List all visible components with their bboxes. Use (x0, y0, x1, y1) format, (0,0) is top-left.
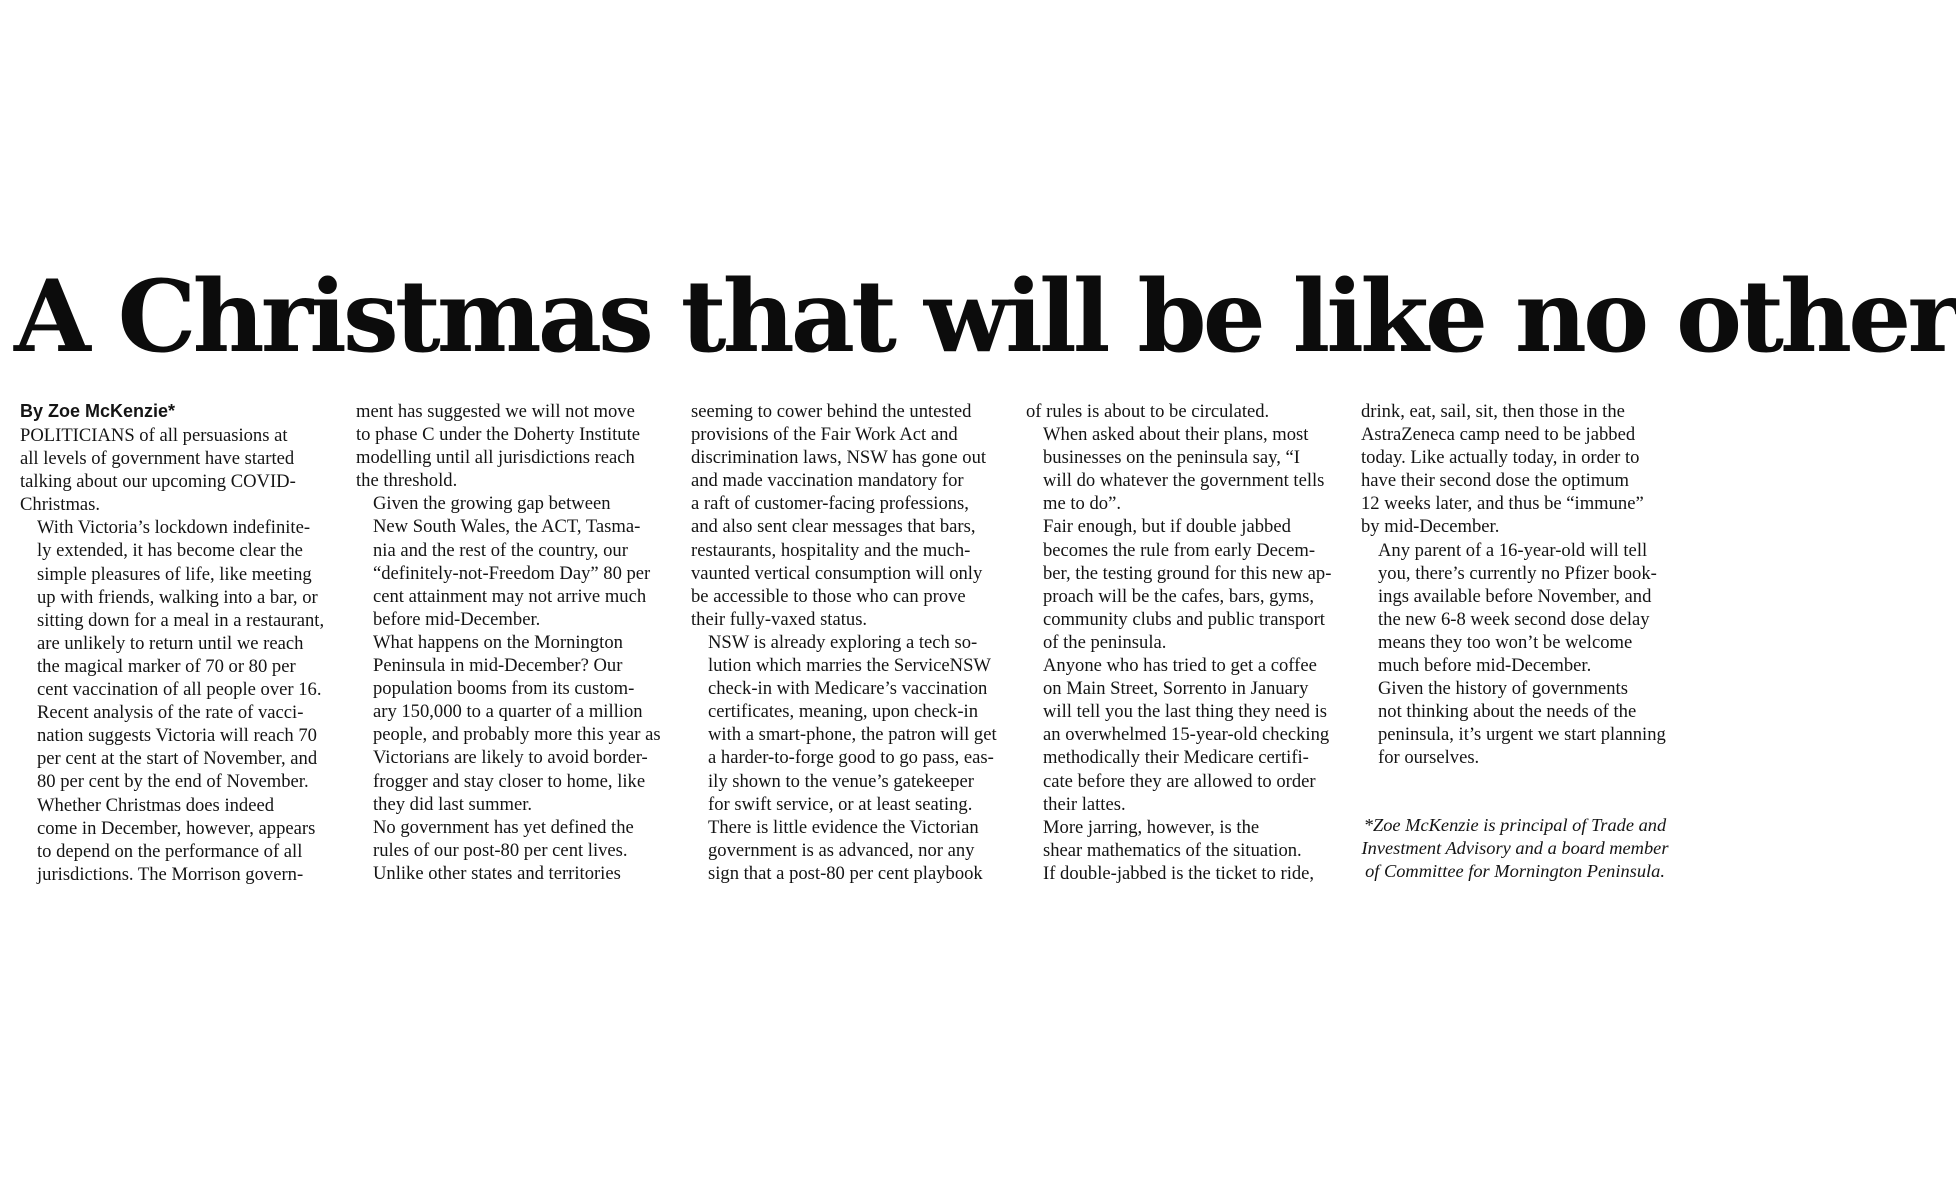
text-line: are unlikely to return until we reach (37, 632, 304, 654)
text-line: vaunted vertical consumption will only (691, 562, 983, 584)
text-line: with a smart-phone, the patron will get (708, 724, 997, 746)
article-column-5 (1361, 400, 1676, 883)
text-line: Peninsula in mid-December? Our (373, 655, 623, 677)
byline: By Zoe McKenzie* (20, 401, 176, 421)
text-line: will do whatever the government tells (1043, 470, 1325, 492)
text-line: “definitely-not-Freedom Day” 80 per (373, 562, 651, 584)
text-line: Given the growing gap between (373, 493, 611, 515)
text-line: of the peninsula. (1043, 631, 1167, 653)
text-line: Any parent of a 16-year-old will tell (1378, 539, 1648, 561)
text-line: me to do”. (1043, 493, 1121, 515)
text-line: on Main Street, Sorrento in January (1043, 678, 1309, 700)
text-line: With Victoria’s lockdown indefinite- (37, 517, 311, 539)
article-paragraph (356, 816, 671, 885)
article-paragraph (1026, 400, 1341, 423)
text-line: for swift service, or at least seating. (708, 793, 973, 815)
author-footnote (1354, 814, 1676, 883)
article-paragraph (691, 400, 1006, 631)
footnote-line: *Zoe McKenzie is principal of Trade and (1363, 814, 1667, 835)
text-line: discrimination laws, NSW has gone out (691, 447, 987, 469)
text-line: When asked about their plans, most (1043, 424, 1309, 446)
text-line: people, and probably more this year as (373, 724, 661, 746)
text-line: check-in with Medicare’s vaccination (708, 678, 988, 700)
text-line: population booms from its custom- (373, 678, 635, 700)
text-line: community clubs and public transport (1043, 608, 1325, 630)
article-column-2 (356, 400, 671, 885)
text-line: and also sent clear messages that bars, (691, 516, 976, 538)
text-line: ings available before November, and (1378, 585, 1652, 607)
text-line: all levels of government have started (20, 448, 295, 470)
text-line: the magical marker of 70 or 80 per (37, 655, 296, 677)
text-line: rules of our post-80 per cent lives. (373, 839, 628, 861)
text-line: to depend on the performance of all (37, 840, 303, 862)
text-line: simple pleasures of life, like meeting (37, 563, 312, 585)
text-line: drink, eat, sail, sit, then those in the (1361, 401, 1625, 422)
text-line: peninsula, it’s urgent we start planning (1378, 724, 1666, 746)
text-line: come in December, however, appears (37, 817, 316, 839)
text-line: today. Like actually today, in order to (1361, 447, 1640, 469)
article-paragraph (1026, 423, 1341, 515)
article-paragraph (1026, 515, 1341, 654)
text-line: Christmas. (20, 494, 101, 516)
text-line: will tell you the last thing they need is (1043, 701, 1328, 723)
text-line: ily shown to the venue’s gatekeeper (708, 770, 974, 792)
article-paragraph (356, 400, 671, 492)
text-line: methodically their Medicare certifi- (1043, 747, 1309, 769)
text-line: AstraZeneca camp need to be jabbed (1361, 424, 1636, 446)
text-line: by mid-December. (1361, 516, 1500, 538)
text-line: not thinking about the needs of the (1378, 701, 1637, 723)
text-line: they did last summer. (373, 793, 533, 815)
text-line: nia and the rest of the country, our (373, 539, 628, 561)
article-paragraph (20, 424, 335, 516)
text-line: before mid-December. (373, 608, 541, 630)
text-line: talking about our upcoming COVID- (20, 471, 296, 493)
article-paragraph (20, 794, 335, 886)
text-line: shear mathematics of the situation. (1043, 839, 1302, 861)
text-line: What happens on the Mornington (373, 631, 623, 653)
text-line: the threshold. (356, 470, 458, 492)
text-line: means they too won’t be welcome (1378, 631, 1633, 653)
text-line: much before mid-December. (1378, 655, 1592, 677)
text-line: Anyone who has tried to get a coffee (1043, 655, 1317, 677)
text-line: NSW is already exploring a tech so- (708, 631, 978, 653)
article-column-1 (20, 400, 335, 886)
article-paragraph (1026, 654, 1341, 816)
article-paragraph (1361, 400, 1676, 539)
article-paragraph (356, 492, 671, 631)
text-line: a raft of customer-facing professions, (691, 493, 969, 515)
text-line: per cent at the start of November, and (37, 748, 318, 770)
article-column-3 (691, 400, 1006, 885)
text-line: seeming to cower behind the untested (691, 401, 972, 422)
text-line: 80 per cent by the end of November. (37, 771, 309, 793)
text-line: proach will be the cafes, bars, gyms, (1043, 585, 1315, 607)
text-line: 12 weeks later, and thus be “immune” (1361, 493, 1644, 515)
article-paragraph (356, 631, 671, 816)
text-line: provisions of the Fair Work Act and (691, 424, 958, 446)
text-line: ber, the testing ground for this new ap- (1043, 562, 1332, 584)
text-line: ly extended, it has become clear the (37, 540, 303, 562)
article-paragraph (20, 516, 335, 701)
text-line: of rules is about to be circulated. (1026, 401, 1270, 422)
text-line: lution which marries the ServiceNSW (708, 655, 991, 677)
text-line: Unlike other states and territories (373, 862, 621, 884)
text-line: nation suggests Victoria will reach 70 (37, 725, 317, 747)
text-line: businesses on the peninsula say, “I (1043, 447, 1300, 469)
text-line: Recent analysis of the rate of vacci- (37, 702, 304, 724)
text-line: the new 6-8 week second dose delay (1378, 608, 1650, 630)
text-line: to phase C under the Doherty Institute (356, 424, 641, 446)
footnote-slot (1361, 814, 1676, 883)
text-line: certificates, meaning, upon check-in (708, 701, 979, 723)
text-line: ment has suggested we will not move (356, 401, 635, 422)
text-line: their lattes. (1043, 793, 1126, 815)
text-line: sitting down for a meal in a restaurant, (37, 609, 325, 631)
text-line: POLITICIANS of all persuasions at (20, 425, 288, 446)
article-paragraph (691, 816, 1006, 885)
article-paragraph (20, 701, 335, 793)
text-line: up with friends, walking into a bar, or (37, 586, 318, 608)
text-line: If double-jabbed is the ticket to ride, (1043, 862, 1315, 884)
text-line: More jarring, however, is the (1043, 816, 1260, 838)
text-line: New South Wales, the ACT, Tasma- (373, 516, 641, 538)
text-line: you, there’s currently no Pfizer book- (1378, 562, 1657, 584)
text-line: jurisdictions. The Morrison govern- (37, 863, 304, 885)
text-line: There is little evidence the Victorian (708, 816, 979, 838)
article-paragraph (1361, 539, 1676, 678)
article-paragraph (691, 631, 1006, 816)
text-line: cent attainment may not arrive much (373, 585, 647, 607)
text-line: their fully-vaxed status. (691, 608, 868, 630)
text-line: be accessible to those who can prove (691, 585, 966, 607)
article-column-4 (1026, 400, 1341, 885)
article-paragraph (1361, 677, 1676, 769)
text-line: Victorians are likely to avoid border- (373, 747, 648, 769)
text-line: have their second dose the optimum (1361, 470, 1629, 492)
text-line: cate before they are allowed to order (1043, 770, 1316, 792)
text-line: frogger and stay closer to home, like (373, 770, 646, 792)
headline: A Christmas that will be like no other (14, 259, 1956, 375)
footnote-line: of Committee for Mornington Peninsula. (1365, 860, 1665, 881)
text-line: government is as advanced, nor any (708, 839, 975, 861)
text-line: modelling until all jurisdictions reach (356, 447, 635, 469)
text-line: ary 150,000 to a quarter of a million (373, 701, 643, 723)
text-line: for ourselves. (1378, 747, 1480, 769)
text-line: No government has yet defined the (373, 816, 634, 838)
text-line: Fair enough, but if double jabbed (1043, 516, 1291, 538)
text-line: a harder-to-forge good to go pass, eas- (708, 747, 994, 769)
text-line: becomes the rule from early Decem- (1043, 539, 1316, 561)
footnote-line: Investment Advisory and a board member (1361, 837, 1669, 858)
text-line: Whether Christmas does indeed (37, 794, 275, 816)
text-line: restaurants, hospitality and the much- (691, 539, 971, 561)
text-line: sign that a post-80 per cent playbook (708, 862, 983, 884)
text-line: and made vaccination mandatory for (691, 470, 964, 492)
article-paragraph (1026, 816, 1341, 885)
text-line: Given the history of governments (1378, 678, 1628, 700)
text-line: an overwhelmed 15-year-old checking (1043, 724, 1330, 746)
text-line: cent vaccination of all people over 16. (37, 679, 322, 701)
